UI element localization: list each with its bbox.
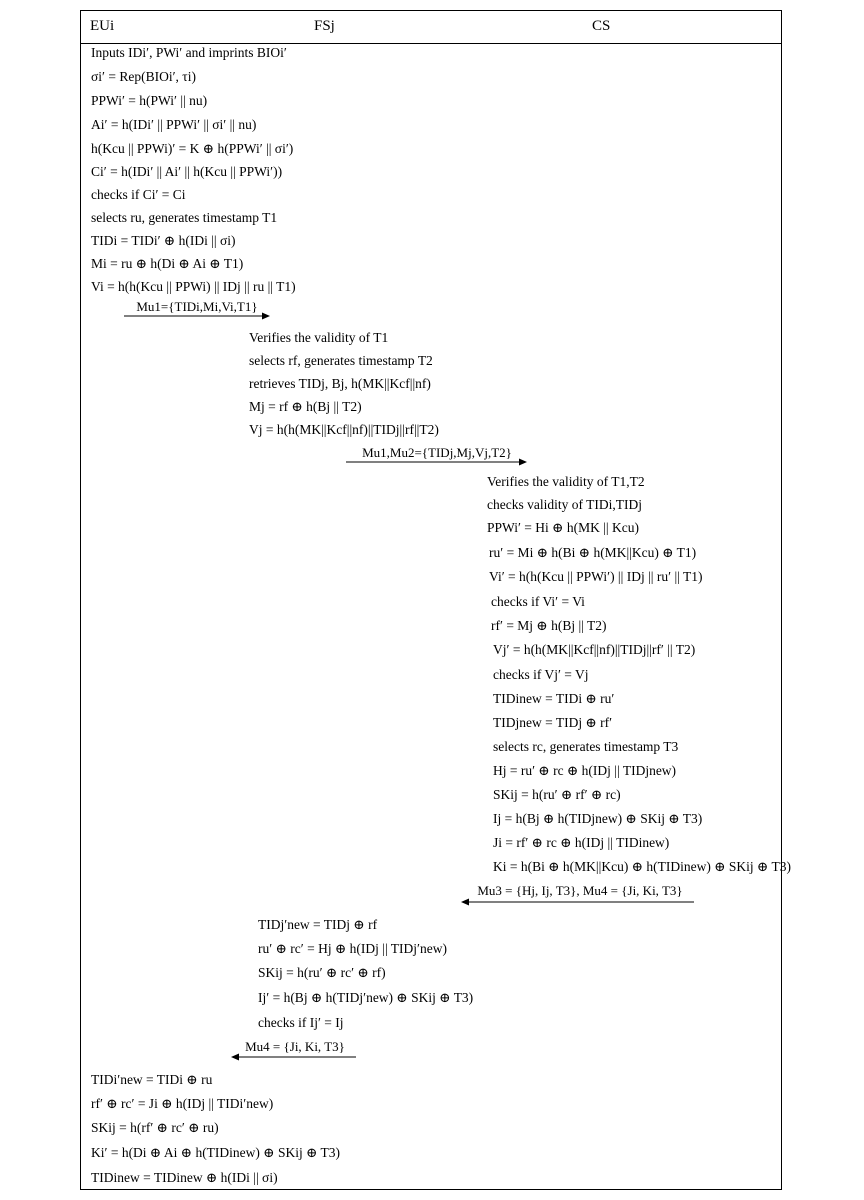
arrowhead-left-4 [231, 1054, 239, 1061]
eu-line-6: Ci′ = h(IDi′ || Ai′ || h(Kcu || PPWi′)) [91, 164, 283, 179]
eu-line-3: PPWi′ = h(PWi′ || nu) [91, 93, 208, 108]
cs-line-11: TIDjnew = TIDj ⊕ rf′ [493, 715, 613, 730]
fs-line-10: checks if Ij′ = Ij [258, 1015, 344, 1030]
eu-line-2: σi′ = Rep(BIOi′, τi) [91, 69, 196, 84]
cs-line-8: Vj′ = h(h(MK||Kcf||nf)||TIDj||rf′ || T2) [493, 642, 696, 657]
arrowhead-right-2 [519, 459, 527, 466]
fs-line-9: Ij′ = h(Bj ⊕ h(TIDj′new) ⊕ SKij ⊕ T3) [258, 990, 474, 1005]
eu-line-1: Inputs IDi′, PWi′ and imprints BIOi′ [91, 45, 287, 60]
eu-line-8: selects ru, generates timestamp T1 [91, 210, 278, 225]
cs-line-1: Verifies the validity of T1,T2 [487, 474, 645, 489]
cs-line-4: ru′ = Mi ⊕ h(Bi ⊕ h(MK||Kcu) ⊕ T1) [489, 545, 697, 560]
fs-line-3: retrieves TIDj, Bj, h(MK||Kcf||nf) [249, 376, 431, 391]
arrowhead-left-3 [461, 899, 469, 906]
eu-line-5: h(Kcu || PPWi)′ = K ⊕ h(PPWi′ || σi′) [91, 141, 294, 156]
cs-line-13: Hj = ru′ ⊕ rc ⊕ h(IDj || TIDjnew) [493, 763, 677, 778]
cs-line-3: PPWi′ = Hi ⊕ h(MK || Kcu) [487, 520, 639, 535]
message-4-label: Mu4 = {Ji, Ki, T3} [245, 1039, 345, 1054]
eu-line-15: Ki′ = h(Di ⊕ Ai ⊕ h(TIDinew) ⊕ SKij ⊕ T3) [91, 1145, 341, 1160]
cs-line-17: Ki = h(Bi ⊕ h(MK||Kcu) ⊕ h(TIDinew) ⊕ SKij ⊕ T3) [493, 859, 791, 874]
message-1-label: Mu1={TIDi,Mi,Vi,T1} [136, 299, 258, 314]
message-2-label: Mu1,Mu2={TIDj,Mj,Vj,T2} [362, 445, 512, 460]
cs-line-6: checks if Vi′ = Vi [491, 594, 585, 609]
eu-line-10: Mi = ru ⊕ h(Di ⊕ Ai ⊕ T1) [91, 256, 244, 271]
cs-line-9: checks if Vj′ = Vj [493, 667, 589, 682]
cs-line-10: TIDinew = TIDi ⊕ ru′ [493, 691, 615, 706]
cs-line-12: selects rc, generates timestamp T3 [493, 739, 679, 754]
eu-line-12: TIDi′new = TIDi ⊕ ru [91, 1072, 213, 1087]
eu-line-13: rf′ ⊕ rc′ = Ji ⊕ h(IDj || TIDi′new) [91, 1096, 274, 1111]
fs-line-5: Vj = h(h(MK||Kcf||nf)||TIDj||rf||T2) [249, 422, 439, 437]
fs-line-2: selects rf, generates timestamp T2 [249, 353, 433, 368]
cs-line-5: Vi′ = h(h(Kcu || PPWi′) || IDj || ru′ || T1) [489, 569, 703, 584]
cs-line-16: Ji = rf′ ⊕ rc ⊕ h(IDj || TIDinew) [493, 835, 670, 850]
header-fs: FSj [314, 18, 335, 34]
eu-line-16: TIDinew = TIDinew ⊕ h(IDi || σi) [91, 1170, 278, 1185]
eu-line-9: TIDi = TIDi′ ⊕ h(IDi || σi) [91, 233, 236, 248]
header-cs: CS [592, 18, 611, 34]
cs-line-7: rf′ = Mj ⊕ h(Bj || T2) [491, 618, 607, 633]
fs-line-4: Mj = rf ⊕ h(Bj || T2) [249, 399, 362, 414]
eu-line-11: Vi = h(h(Kcu || PPWi) || IDj || ru || T1) [91, 279, 296, 294]
eu-line-7: checks if Ci′ = Ci [91, 187, 186, 202]
message-3-label: Mu3 = {Hj, Ij, T3}, Mu4 = {Ji, Ki, T3} [477, 883, 683, 898]
arrowhead-right-1 [262, 313, 270, 320]
cs-line-14: SKij = h(ru′ ⊕ rf′ ⊕ rc) [493, 787, 621, 802]
fs-line-7: ru′ ⊕ rc′ = Hj ⊕ h(IDj || TIDj′new) [258, 941, 447, 956]
eu-line-14: SKij = h(rf′ ⊕ rc′ ⊕ ru) [91, 1120, 219, 1135]
cs-line-2: checks validity of TIDi,TIDj [487, 497, 642, 512]
cs-line-15: Ij = h(Bj ⊕ h(TIDjnew) ⊕ SKij ⊕ T3) [493, 811, 703, 826]
fs-line-6: TIDj′new = TIDj ⊕ rf [258, 917, 378, 932]
eu-line-4: Ai′ = h(IDi′ || PPWi′ || σi′ || nu) [91, 117, 257, 132]
fs-line-8: SKij = h(ru′ ⊕ rc′ ⊕ rf) [258, 965, 386, 980]
fs-line-1: Verifies the validity of T1 [249, 330, 389, 345]
header-eu: EUi [90, 18, 115, 34]
